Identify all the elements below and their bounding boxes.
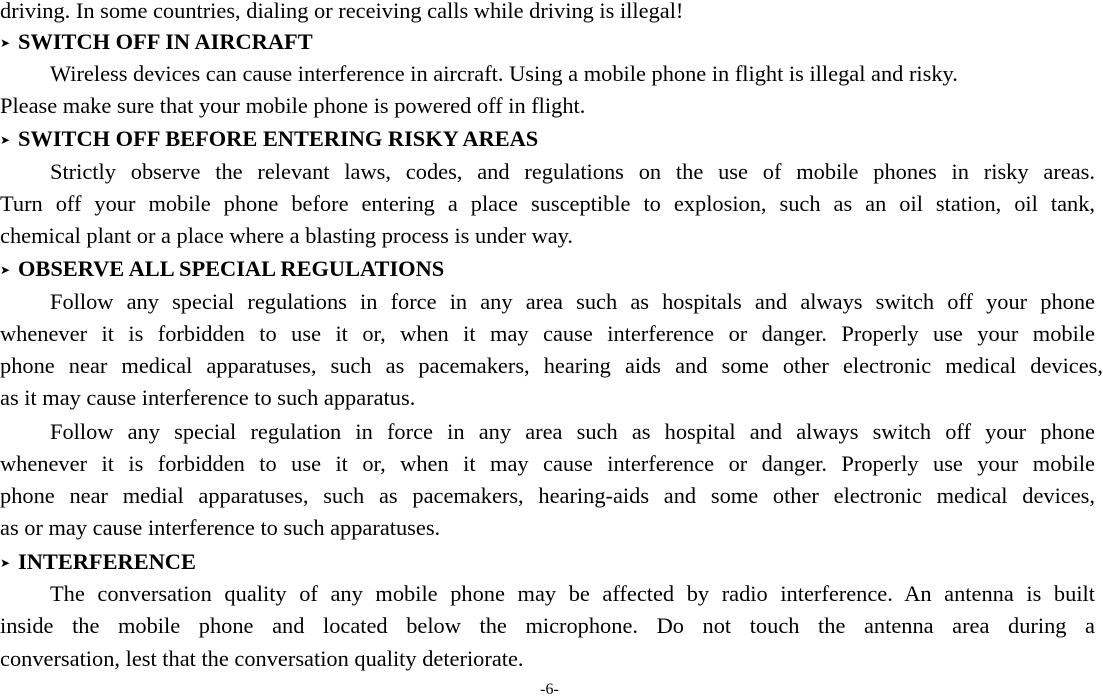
heading-text: OBSERVE ALL SPECIAL REGULATIONS bbox=[18, 256, 445, 281]
section-heading-risky-areas bbox=[0, 123, 538, 156]
paragraph-line: whenever it is forbidden to use it or, when it may cause interference or danger. Properly use your mobile bbox=[0, 321, 1095, 346]
page-number-text: -6- bbox=[540, 681, 559, 698]
arrowhead-icon: ➤ bbox=[0, 556, 11, 570]
paragraph-line: Follow any special regulations in force in any area such as hospitals and always switch off your phone bbox=[50, 289, 1095, 314]
paragraph-line: The conversation quality of any mobile phone may be affected by radio interference. An antenna is built bbox=[50, 581, 1095, 606]
paragraph-line: conversation, lest that the conversation quality deteriorate. bbox=[0, 646, 524, 671]
intro-tail-line: driving. In some countries, dialing or receiving calls while driving is illegal! bbox=[0, 0, 684, 23]
paragraph-line: Turn off your mobile phone before entering a place susceptible to explosion, such as an oil station, oil tank, bbox=[0, 191, 1095, 216]
arrowhead-icon: ➤ bbox=[0, 36, 11, 50]
heading-text: SWITCH OFF BEFORE ENTERING RISKY AREAS bbox=[18, 126, 539, 151]
section-heading-aircraft bbox=[0, 26, 313, 59]
paragraph-line: chemical plant or a place where a blasting process is under way. bbox=[0, 223, 574, 248]
paragraph-line: as it may cause interference to such apparatus. bbox=[0, 385, 416, 410]
heading-text: SWITCH OFF IN AIRCRAFT bbox=[18, 29, 313, 54]
paragraph-line: Wireless devices can cause interference in aircraft. Using a mobile phone in flight is illegal and risky. bbox=[50, 61, 958, 86]
page-number bbox=[0, 680, 1103, 700]
heading-text: INTERFERENCE bbox=[18, 549, 196, 574]
section-heading-special-regulations bbox=[0, 253, 444, 286]
paragraph-line: as or may cause interference to such apparatuses. bbox=[0, 515, 441, 540]
paragraph-line: whenever it is forbidden to use it or, when it may cause interference or danger. Properly use your mobile bbox=[0, 451, 1095, 476]
arrowhead-icon: ➤ bbox=[0, 133, 11, 147]
paragraph-line: Follow any special regulation in force in any area such as hospital and always switch off your phone bbox=[50, 419, 1095, 444]
paragraph-line: Strictly observe the relevant laws, codes, and regulations on the use of mobile phones in risky areas. bbox=[50, 159, 1095, 184]
paragraph-line: phone near medical apparatuses, such as pacemakers, hearing aids and some other electronic medical devices, bbox=[0, 353, 1103, 378]
section-heading-interference bbox=[0, 546, 196, 579]
arrowhead-icon: ➤ bbox=[0, 263, 11, 277]
paragraph-line: inside the mobile phone and located below the microphone. Do not touch the antenna area during a bbox=[0, 613, 1095, 638]
paragraph-line: phone near medial apparatuses, such as pacemakers, hearing-aids and some other electronic medical devices, bbox=[0, 483, 1095, 508]
paragraph-line: Please make sure that your mobile phone is powered off in flight. bbox=[0, 93, 586, 118]
